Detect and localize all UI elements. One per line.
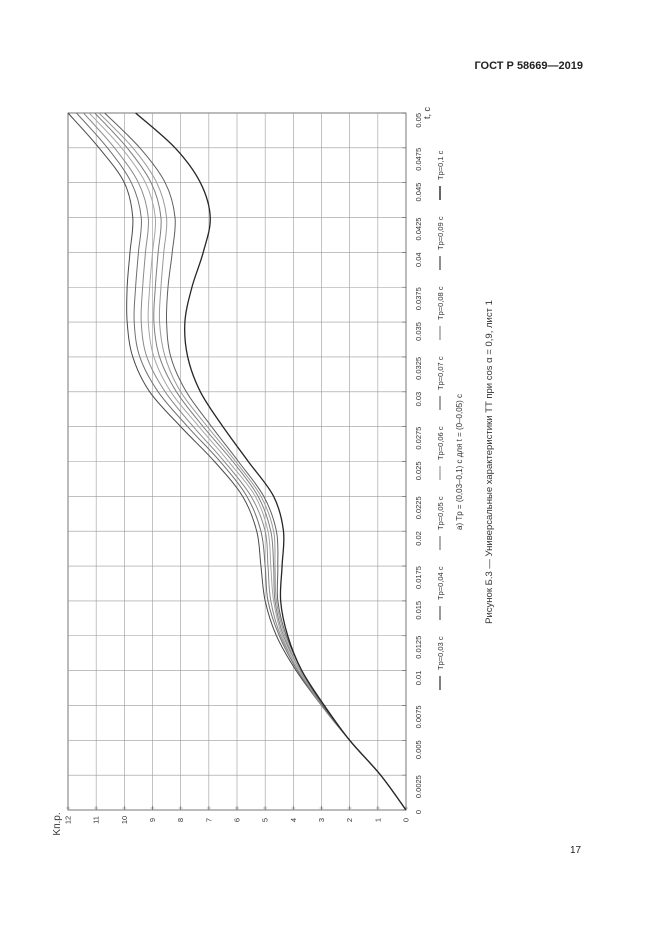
x-tick-label: 0.02 — [414, 531, 423, 546]
legend-entry-6: Tр=0,08 с — [436, 286, 445, 320]
grid — [68, 113, 406, 810]
legend-entry-2: Tр=0,04 с — [436, 566, 445, 600]
page-number: 17 — [570, 845, 582, 856]
legend-entry-8: Tр=0,1 с — [436, 150, 445, 180]
x-tick-label: 0.0175 — [414, 566, 423, 590]
legend — [436, 150, 445, 690]
x-tick-label: 0.0125 — [414, 635, 423, 659]
y-tick-label: 12 — [63, 815, 73, 825]
y-tick-label: 11 — [91, 816, 101, 824]
x-tick-label: 0.03 — [414, 391, 423, 407]
y-tick-label: 8 — [176, 817, 186, 823]
y-tick-label: 6 — [232, 817, 242, 823]
legend-entry-7: Tр=0,09 с — [436, 216, 445, 250]
x-tick-label: 0.0375 — [414, 287, 423, 311]
y-tick-label: 1 — [373, 817, 383, 823]
y-tick-label: 5 — [260, 817, 270, 823]
legend-entry-3: Tр=0,05 с — [436, 496, 445, 530]
x-tick-label: 0.0225 — [414, 496, 423, 520]
legend-entry-5: Tр=0,07 с — [436, 356, 445, 390]
x-tick-label: 0.045 — [414, 182, 423, 202]
x-tick-label: 0.01 — [414, 670, 423, 686]
y-tick-label: 2 — [345, 817, 355, 823]
x-tick-label: 0.0025 — [414, 775, 423, 799]
x-tick-label: 0.015 — [414, 600, 423, 620]
x-tick-label: 0.0475 — [414, 147, 423, 171]
subfigure-caption: а) Tр = (0,03–0,1) с для t = (0–0,05) с — [455, 394, 464, 530]
x-tick-label: 0.0275 — [414, 426, 423, 450]
x-axis-ticks — [402, 113, 423, 814]
x-tick-label: 0.0325 — [414, 356, 423, 380]
y-tick-label: 3 — [317, 817, 326, 823]
y-tick-label: 9 — [148, 817, 157, 823]
x-tick-label: 0 — [414, 810, 423, 815]
y-tick-label: 0 — [401, 817, 411, 823]
y-axis-label: Kп.р. — [52, 812, 63, 836]
legend-entry-1: Tр=0,03 с — [436, 636, 445, 670]
legend-entry-4: Tр=0,06 с — [436, 426, 445, 460]
x-tick-label: 0.04 — [414, 252, 423, 268]
y-tick-label: 7 — [204, 817, 214, 823]
x-tick-label: 0.05 — [414, 113, 423, 128]
figure-caption: Рисунок Б.3 — Универсальные характеристики ТТ при cos α = 0,9, лист 1 — [484, 300, 495, 624]
x-axis-label: t, c — [422, 106, 432, 120]
y-tick-label: 10 — [119, 815, 129, 825]
x-tick-label: 0.0075 — [414, 705, 423, 729]
y-axis-ticks — [64, 806, 411, 824]
x-tick-label: 0.005 — [414, 740, 423, 760]
y-tick-label: 4 — [288, 817, 298, 823]
document-header: ГОСТ Р 58669—2019 — [474, 60, 583, 72]
x-tick-label: 0.0425 — [414, 217, 423, 241]
x-tick-label: 0.035 — [414, 322, 423, 341]
x-tick-label: 0.025 — [414, 461, 423, 481]
